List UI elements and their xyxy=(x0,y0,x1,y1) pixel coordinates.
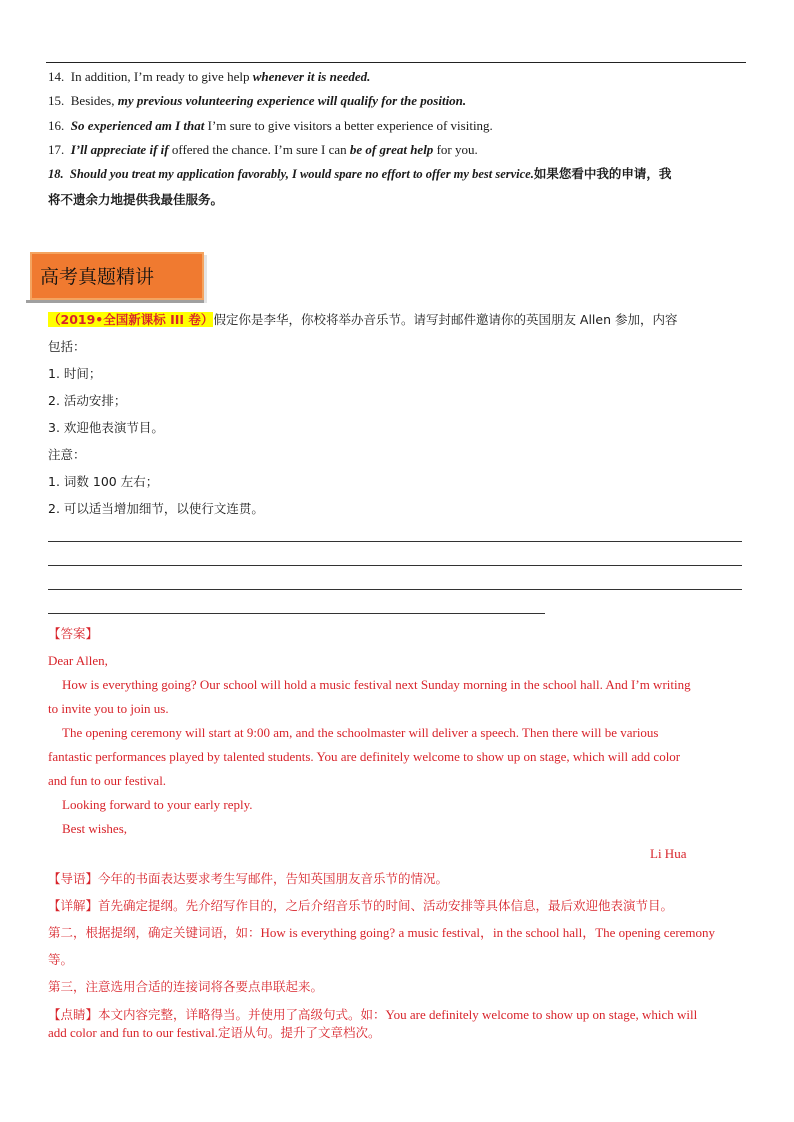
req-item-2: 2. 活动安排； xyxy=(48,393,127,408)
section-banner xyxy=(30,252,204,300)
sentence-17 xyxy=(48,142,478,158)
point-chinese: 定语从句。提升了文章档次。 xyxy=(218,1025,381,1040)
sentence-18 xyxy=(48,166,671,182)
paragraph-3: Looking forward to your early reply. xyxy=(62,797,253,812)
paragraph-2-cont: and fun to our festival. xyxy=(48,773,167,788)
sentence-bold: Should you treat my application favorably, I would spare no effort to offer my best service. xyxy=(69,167,534,181)
paragraph-1: How is everything going? Our school will hold a music festival next Sunday morning in the school hall. And I’m writing xyxy=(62,677,691,692)
prompt-line2: 包括： xyxy=(48,339,86,354)
banner-underline xyxy=(26,300,204,303)
sentence-number: 18. xyxy=(48,167,64,181)
sentence-bold: So experienced am I that xyxy=(70,118,205,133)
sentence-text: In addition, I’m ready to give help xyxy=(70,69,253,84)
sentence-bold: whenever it is needed. xyxy=(252,69,371,84)
analysis-detail-2 xyxy=(48,925,715,941)
point-english: add color and fun to our festival. xyxy=(48,1025,219,1040)
sentence-chinese: 如果您看中我的申请，我 xyxy=(533,166,672,181)
sentence-text: Besides, xyxy=(70,93,118,108)
sentence-text: for you. xyxy=(433,142,478,157)
paragraph-2-cont: fantastic performances played by talented students. You are definitely welcome to show up on stage, which will add color xyxy=(48,749,681,764)
sentence-number: 16. xyxy=(48,118,65,133)
req-item-3: 3. 欢迎他表演节目。 xyxy=(48,420,164,435)
detail-2-chinese: 第二，根据提纲，确定关键词语，如： xyxy=(48,925,261,940)
point-chinese: 【点睛】本文内容完整，详略得当。并使用了高级句式。如： xyxy=(48,1007,386,1022)
writing-line xyxy=(48,613,545,614)
sentence-bold: my previous volunteering experience will qualify for the position. xyxy=(117,93,467,108)
sentence-number: 17. xyxy=(48,142,65,157)
answer-label: 【答案】 xyxy=(48,626,99,641)
question-source: （2019•全国新课标 III 卷） xyxy=(48,312,214,327)
writing-line xyxy=(48,541,742,542)
analysis-point xyxy=(48,1007,697,1023)
writing-line xyxy=(48,589,742,590)
analysis-guide: 【导语】今年的书面表达要求考生写邮件，告知英国朋友音乐节的情况。 xyxy=(48,871,449,886)
prompt-text: 假定你是李华，你校将举办音乐节。请写封邮件邀请你的英国朋友 Allen 参加，内容 xyxy=(213,312,678,327)
sentence-18-line2: 将不遗余力地提供我最佳服务。 xyxy=(48,192,224,207)
paragraph-2: The opening ceremony will start at 9:00 am, and the schoolmaster will deliver a speech. Then there will be various xyxy=(62,725,659,740)
paragraph-1-cont: to invite you to join us. xyxy=(48,701,169,716)
writing-line xyxy=(48,565,742,566)
analysis-detail-2-end: 等。 xyxy=(48,952,74,967)
analysis-detail-3: 第三，注意选用合适的连接词将各要点串联起来。 xyxy=(48,979,324,994)
sentence-text: I’m sure to give visitors a better experience of visiting. xyxy=(204,118,493,133)
closing: Best wishes, xyxy=(62,821,127,836)
sentence-bold: be of great help xyxy=(349,142,434,157)
point-english: You are definitely welcome to show up on stage, which will xyxy=(385,1007,698,1022)
sentence-text: offered the chance. I’m sure I can xyxy=(168,142,350,157)
sentence-15 xyxy=(48,93,466,109)
question-prompt xyxy=(48,312,678,328)
sentence-16 xyxy=(48,118,493,134)
sentence-bold: I’ll appreciate if if xyxy=(70,142,169,157)
signature: Li Hua xyxy=(650,846,687,861)
analysis-detail-1: 【详解】首先确定提纲。先介绍写作目的，之后介绍音乐节的时间、活动安排等具体信息，最后欢迎他表演节目。 xyxy=(48,898,674,913)
note-1: 1. 词数 100 左右； xyxy=(48,474,159,489)
top-rule xyxy=(46,62,746,63)
analysis-point-line2 xyxy=(48,1025,381,1041)
sentence-14 xyxy=(48,69,370,85)
salutation: Dear Allen, xyxy=(48,653,108,668)
sentence-number: 14. xyxy=(48,69,65,84)
note-label: 注意： xyxy=(48,447,86,462)
note-2: 2. 可以适当增加细节，以使行文连贯。 xyxy=(48,501,264,516)
sentence-number: 15. xyxy=(48,93,65,108)
req-item-1: 1. 时间； xyxy=(48,366,102,381)
detail-2-english: How is everything going? a music festival，in the school hall，The opening ceremony xyxy=(260,925,716,940)
banner-title: 高考真题精讲 xyxy=(40,266,155,288)
